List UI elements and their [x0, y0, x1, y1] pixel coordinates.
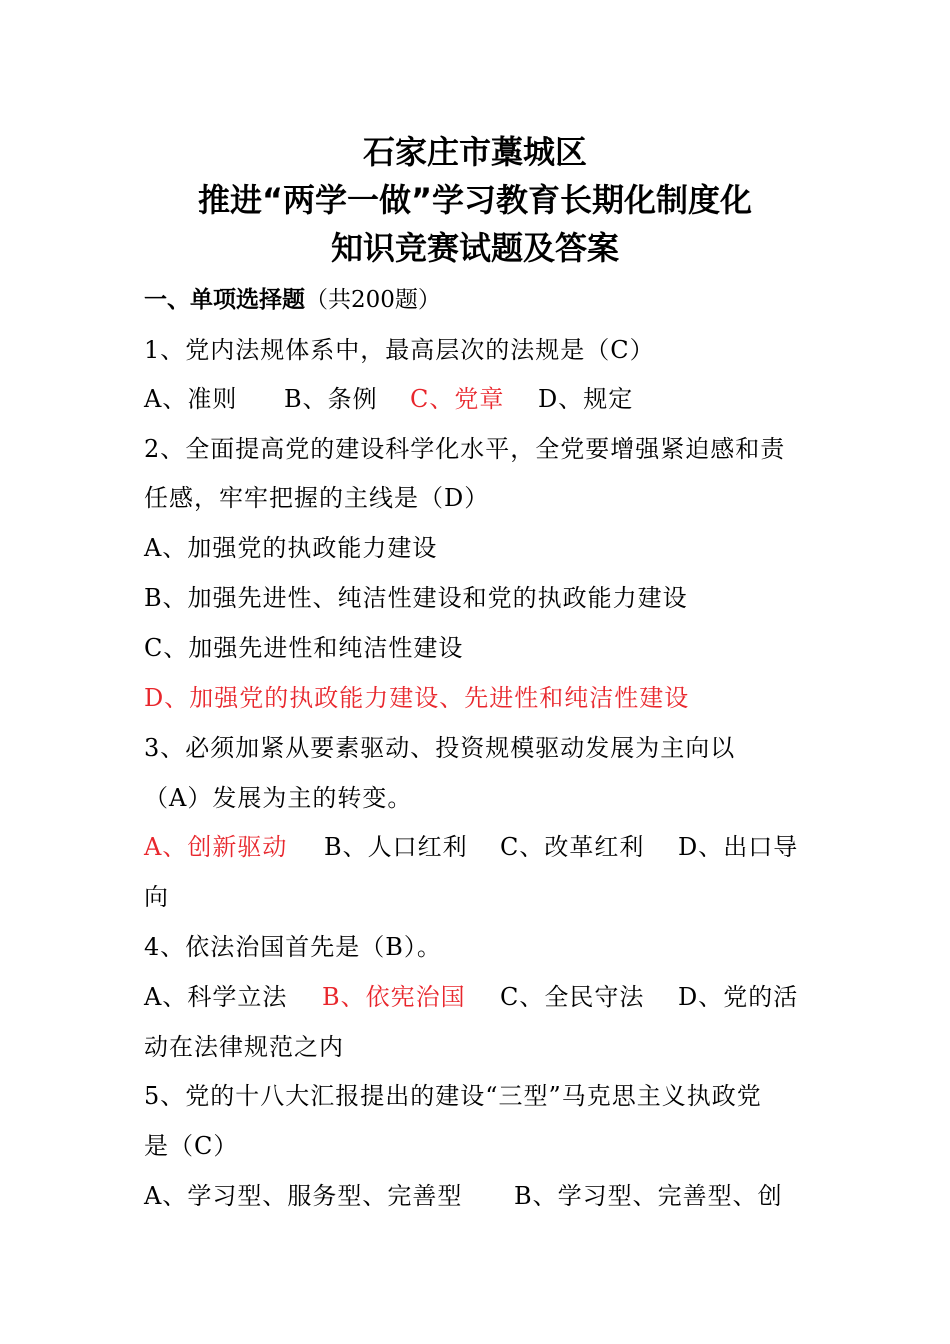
title-line-3: 知识竞赛试题及答案: [330, 229, 619, 267]
q3-stem-line-1: 3、必须加紧从要素驱动、投资规模驱动发展为主向以: [144, 734, 736, 762]
q3-option-a-answer: A、创新驱动: [144, 833, 288, 861]
q2-option-a: A、加强党的执政能力建设: [144, 534, 438, 562]
q1-options: [144, 384, 814, 414]
q3-option-d: D、出口导: [678, 833, 799, 861]
q3-option-b: B、人口红利: [324, 833, 468, 861]
q5-option-b: B、学习型、完善型、创: [514, 1182, 783, 1210]
q4-options: [144, 982, 814, 1012]
q3-option-c: C、改革红利: [500, 833, 645, 861]
q2-stem-line-2: 任感，牢牢把握的主线是（D）: [144, 484, 490, 512]
q3-stem-line-2: （A）发展为主的转变。: [144, 784, 413, 812]
section-heading-count: （共200题）: [305, 287, 441, 313]
q2-option-c: C、加强先进性和纯洁性建设: [144, 634, 464, 662]
title-line-1: 石家庄市藁城区: [362, 133, 587, 171]
q4-stem: 4、依法治国首先是（B）。: [144, 933, 442, 961]
q5-option-a: A、学习型、服务型、完善型: [144, 1182, 463, 1210]
section-heading-label: 一、单项选择题: [144, 287, 305, 313]
q5-stem-line-2: 是（C）: [144, 1132, 239, 1160]
q1-option-b: B、条例: [284, 385, 378, 413]
q2-stem-line-1: 2、全面提高党的建设科学化水平，全党要增强紧迫感和责: [144, 435, 786, 463]
q1-option-d: D、规定: [538, 385, 634, 413]
q4-option-a: A、科学立法: [144, 983, 288, 1011]
q4-option-c: C、全民守法: [500, 983, 645, 1011]
q4-option-d-continued: 动在法律规范之内: [144, 1033, 344, 1061]
q4-option-d: D、党的活: [678, 983, 799, 1011]
q2-option-b: B、加强先进性、纯洁性建设和党的执政能力建设: [144, 584, 688, 612]
q3-option-d-continued: 向: [144, 883, 169, 911]
q3-options: [144, 832, 814, 862]
q2-option-d-answer: D、加强党的执政能力建设、先进性和纯洁性建设: [144, 684, 690, 712]
q1-option-c-answer: C、党章: [410, 385, 505, 413]
q1-stem: 1、党内法规体系中，最高层次的法规是（C）: [144, 336, 655, 364]
q5-options: [144, 1181, 814, 1211]
title-line-2: 推进“两学一做”学习教育长期化制度化: [197, 181, 753, 219]
q1-option-a: A、准则: [144, 385, 238, 413]
section-heading: [144, 285, 441, 315]
q4-option-b-answer: B、依宪治国: [322, 983, 466, 1011]
q5-stem-line-1: 5、党的十八大汇报提出的建设“三型”马克思主义执政党: [144, 1082, 762, 1110]
